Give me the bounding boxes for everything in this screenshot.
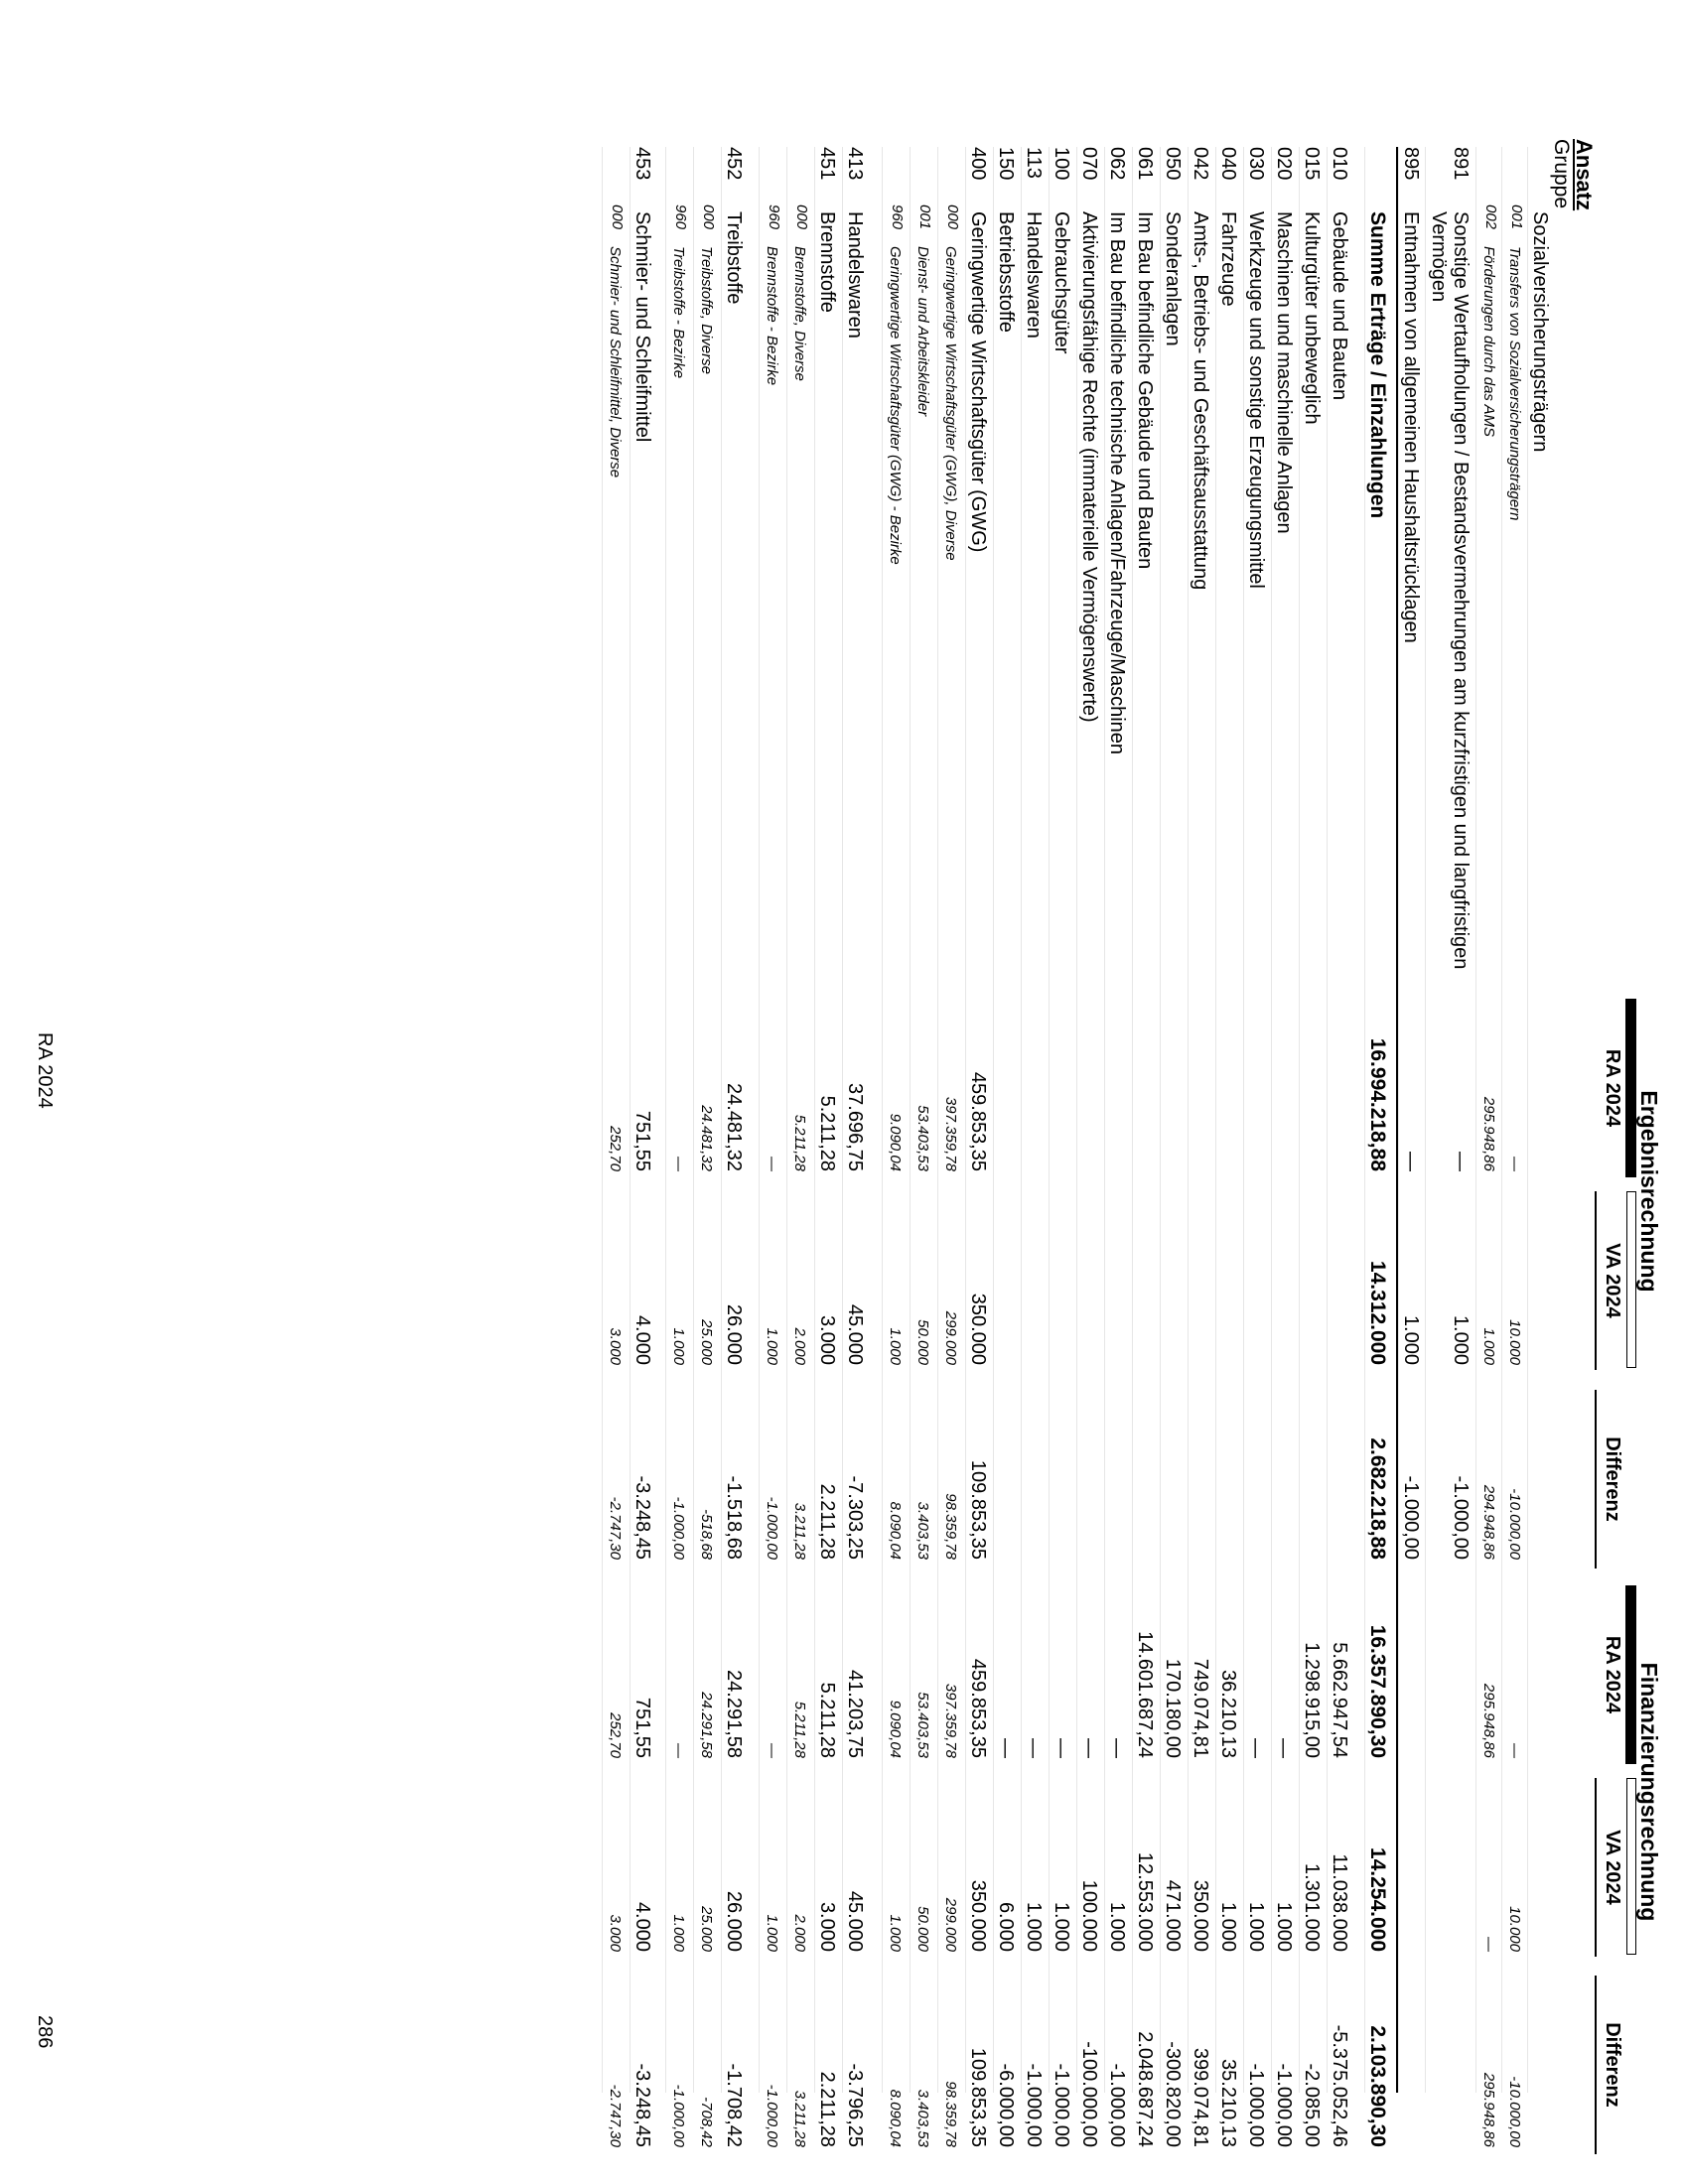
ra-bar-finanz <box>1625 1585 1636 1764</box>
row-code: 960 <box>889 205 906 230</box>
row-label: Transfers von Sozialversicherungsträgern <box>1506 246 1523 521</box>
row-value-col-3: — <box>1078 1738 1100 1758</box>
row-divider <box>786 147 787 2093</box>
row-label: Gebäude und Bauten <box>1329 211 1350 401</box>
row-label: Treibstoffe - Bezirke <box>670 246 687 379</box>
row-value-col-4: 100.000 <box>1078 1879 1100 1952</box>
row-value-col-1: 299.000 <box>942 1310 959 1365</box>
row-value-col-2: 2.211,28 <box>816 1483 838 1560</box>
row-code: 413 <box>844 147 866 181</box>
row-value-col-3: — <box>764 1743 780 1758</box>
row-value-col-3: — <box>1245 1738 1267 1758</box>
row-value-col-5: -1.000,00 <box>670 2084 687 2147</box>
header-ansatz: Ansatz <box>1572 139 1597 211</box>
row-value-col-1: 2.000 <box>791 1327 808 1365</box>
section-finanzierungsrechnung: Finanzierungsrechnung <box>1636 1662 1662 1922</box>
row-value-col-2: -1.518,68 <box>723 1475 745 1560</box>
row-value-col-5: 2.048.687,24 <box>1134 2031 1156 2147</box>
row-value-col-0: — <box>1506 1157 1523 1171</box>
row-label: Geringwertige Wirtschaftsgüter (GWG), Diverse <box>942 246 959 561</box>
row-value-col-1: 1.000 <box>1450 1314 1472 1365</box>
row-value-col-4: 1.000 <box>1106 1901 1128 1952</box>
row-value-col-0: 5.211,28 <box>791 1114 808 1171</box>
row-value-col-4: 26.000 <box>723 1890 745 1952</box>
row-value-col-3: 41.203,75 <box>844 1670 866 1758</box>
row-value-col-4: 6.000 <box>995 1901 1017 1952</box>
row-label: Werkzeuge und sonstige Erzeugungsmittel <box>1245 211 1267 589</box>
row-value-col-0: 5.211,28 <box>816 1095 838 1171</box>
row-value-col-5: -3.248,45 <box>632 2063 653 2147</box>
row-label: Förderungen durch das AMS <box>1480 246 1497 438</box>
row-code: 002 <box>1482 205 1499 230</box>
row-value-col-3: — <box>1051 1738 1072 1758</box>
row-value-col-3: — <box>1106 1738 1128 1758</box>
row-label: Gebrauchsgüter <box>1051 211 1072 354</box>
row-value-col-4: 25.000 <box>698 1906 715 1952</box>
col-diff-finanz: Differenz <box>1602 2022 1623 2108</box>
header-gruppe: Gruppe <box>1550 139 1573 209</box>
row-code: 042 <box>1190 147 1211 181</box>
row-value-col-3: 5.211,28 <box>791 1701 808 1758</box>
row-value-col-1: 1.000 <box>1480 1327 1497 1365</box>
row-value-col-5: 2.103.890,30 <box>1366 2025 1389 2147</box>
row-value-col-1: 4.000 <box>632 1314 653 1365</box>
row-value-col-3: — <box>1273 1738 1295 1758</box>
row-code: 001 <box>916 205 933 230</box>
row-value-col-3: 9.090,04 <box>887 1700 904 1758</box>
row-divider <box>1188 147 1189 2093</box>
row-divider <box>1527 147 1528 2093</box>
row-value-col-3: 53.403,53 <box>914 1692 931 1758</box>
row-value-col-2: -2.747,30 <box>607 1496 624 1560</box>
row-divider <box>1271 147 1272 2093</box>
row-label: Dienst- und Arbeitskleider <box>914 246 931 417</box>
row-value-col-5: -1.708,42 <box>723 2063 745 2147</box>
row-value-col-5: -3.796,25 <box>844 2063 866 2147</box>
row-value-col-5: -1.000,00 <box>1273 2063 1295 2147</box>
row-value-col-5: 2.211,28 <box>816 2071 838 2147</box>
row-divider <box>759 147 760 2093</box>
row-value-col-5: 399.074,81 <box>1190 2047 1211 2147</box>
row-value-col-1: 3.000 <box>607 1327 624 1365</box>
row-label: Handelswaren <box>844 211 866 339</box>
row-code: 015 <box>1301 147 1323 181</box>
row-divider <box>1132 147 1133 2093</box>
row-label: Sozialversicherungsträgern <box>1529 211 1551 453</box>
row-value-col-0: 37.696,75 <box>844 1083 866 1171</box>
diff-underline-finanz <box>1595 1976 1597 2154</box>
row-value-col-1: 1.000 <box>764 1327 780 1365</box>
row-divider <box>1398 147 1399 2093</box>
row-value-col-5: 109.853,35 <box>967 2047 989 2147</box>
row-value-col-1: 45.000 <box>844 1303 866 1365</box>
row-code: 020 <box>1273 147 1295 181</box>
row-label: Brennstoffe, Diverse <box>791 246 808 381</box>
row-value-col-0: — <box>670 1157 687 1171</box>
row-value-col-4: 12.553.000 <box>1134 1851 1156 1952</box>
row-value-col-5: -300.820,00 <box>1162 2041 1184 2147</box>
row-value-col-1: 26.000 <box>723 1303 745 1365</box>
row-value-col-3: 24.291,58 <box>698 1692 715 1758</box>
row-value-col-5: 3.403,53 <box>914 2089 931 2147</box>
row-value-col-3: 36.210,13 <box>1217 1670 1239 1758</box>
row-value-col-4: 45.000 <box>844 1890 866 1952</box>
row-value-col-5: -2.085,00 <box>1301 2063 1323 2147</box>
row-divider <box>693 147 694 2093</box>
row-value-col-1: 1.000 <box>670 1327 687 1365</box>
row-value-col-3: 397.359,78 <box>942 1683 959 1758</box>
row-value-col-3: — <box>995 1738 1017 1758</box>
row-value-col-4: 1.000 <box>1217 1901 1239 1952</box>
row-value-col-4: 11.038.000 <box>1329 1853 1350 1952</box>
row-divider <box>882 147 883 2093</box>
row-value-col-4: 3.000 <box>607 1914 624 1952</box>
row-label: Handelswaren <box>1023 211 1045 339</box>
row-value-col-4: 471.000 <box>1162 1879 1184 1952</box>
row-code: 010 <box>1329 147 1350 181</box>
row-value-col-3: 5.662.947,54 <box>1329 1642 1350 1758</box>
row-divider <box>937 147 938 2093</box>
row-label: Brennstoffe - Bezirke <box>764 246 780 386</box>
row-code: 061 <box>1134 147 1156 181</box>
row-value-col-3: 252,70 <box>607 1712 624 1758</box>
sum-divider <box>1396 147 1398 2093</box>
row-value-col-0: 9.090,04 <box>887 1113 904 1171</box>
row-value-col-3: 295.948,86 <box>1480 1683 1497 1758</box>
row-divider <box>1215 147 1216 2093</box>
row-label: Im Bau befindliche technische Anlagen/Fahrzeuge/Maschinen <box>1106 211 1128 755</box>
row-code: 062 <box>1106 147 1128 181</box>
row-code: 453 <box>632 147 653 181</box>
va-bar-ergebnis <box>1626 1191 1636 1368</box>
row-value-col-0: 397.359,78 <box>942 1096 959 1171</box>
row-label: Amts-, Betriebs- und Geschäftsausstattung <box>1190 211 1211 591</box>
row-label: Schmier- und Schleifmittel, Diverse <box>607 246 624 478</box>
row-value-col-0: — <box>1400 1152 1422 1171</box>
row-value-col-5: -1.000,00 <box>764 2084 780 2147</box>
row-value-col-0: 459.853,35 <box>967 1071 989 1171</box>
row-value-col-1: 1.000 <box>887 1327 904 1365</box>
row-value-col-1: 10.000 <box>1506 1319 1523 1365</box>
row-value-col-4: 14.254.000 <box>1366 1846 1389 1952</box>
row-value-col-1: 14.312.000 <box>1366 1260 1389 1365</box>
row-value-col-5: -6.000,00 <box>995 2063 1017 2147</box>
row-label: Kulturgüter unbeweglich <box>1301 211 1323 425</box>
row-value-col-4: 350.000 <box>1190 1879 1211 1952</box>
row-value-col-5: -100.000,00 <box>1078 2041 1100 2147</box>
row-value-col-4: 1.000 <box>670 1914 687 1952</box>
row-value-col-4: 3.000 <box>816 1901 838 1952</box>
page-number: 286 <box>34 2015 56 2049</box>
row-label: Summe Erträge / Einzahlungen <box>1366 211 1389 519</box>
va-bar-finanz <box>1626 1778 1636 1955</box>
row-value-col-5: -10.000,00 <box>1506 2076 1523 2147</box>
row-label: Im Bau befindliche Gebäude und Bauten <box>1134 211 1156 570</box>
row-label: Aktivierungsfähige Rechte (immaterielle Vermögenswerte) <box>1078 211 1100 723</box>
row-divider <box>814 147 815 2093</box>
row-value-col-3: 5.211,28 <box>816 1682 838 1758</box>
row-value-col-1: 25.000 <box>698 1319 715 1365</box>
row-value-col-4: 2.000 <box>791 1914 808 1952</box>
row-value-col-3: — <box>670 1743 687 1758</box>
row-value-col-2: 2.682.218,88 <box>1366 1437 1389 1560</box>
row-divider <box>993 147 994 2093</box>
row-value-col-2: 98.359,78 <box>942 1493 959 1560</box>
row-value-col-2: 8.090,04 <box>887 1501 904 1560</box>
row-value-col-2: -1.000,00 <box>670 1496 687 1560</box>
row-value-col-4: 4.000 <box>632 1901 653 1952</box>
row-value-col-3: — <box>1023 1738 1045 1758</box>
section-ergebnisrechnung: Ergebnisrechnung <box>1636 1090 1662 1293</box>
row-value-col-4: — <box>1480 1937 1497 1952</box>
row-label: Geringwertige Wirtschaftsgüter (GWG) - Bezirke <box>887 246 904 565</box>
row-code: 451 <box>816 147 838 181</box>
row-divider <box>665 147 666 2093</box>
row-code: 000 <box>944 205 961 230</box>
row-value-col-4: 1.000 <box>1273 1901 1295 1952</box>
row-value-col-5: 35.210,13 <box>1217 2059 1239 2147</box>
row-value-col-3: — <box>1506 1743 1523 1758</box>
row-label: Entnahmen von allgemeinen Haushaltsrücklagen <box>1400 211 1422 643</box>
row-divider <box>602 147 603 2093</box>
row-value-col-1: 3.000 <box>816 1314 838 1365</box>
row-code: 000 <box>609 205 626 230</box>
row-value-col-2: -518,68 <box>698 1509 715 1560</box>
row-divider <box>1299 147 1300 2093</box>
row-value-col-4: 350.000 <box>967 1879 989 1952</box>
row-code: 040 <box>1217 147 1239 181</box>
col-ra-finanz: RA 2024 <box>1602 1635 1623 1714</box>
row-divider <box>910 147 911 2093</box>
footer-label: RA 2024 <box>34 1032 56 1109</box>
row-value-col-2: 3.403,53 <box>914 1501 931 1560</box>
row-value-col-5: -1.000,00 <box>1023 2063 1045 2147</box>
row-value-col-4: 1.000 <box>1023 1901 1045 1952</box>
row-divider <box>630 147 631 2093</box>
row-value-col-3: 14.601.687,24 <box>1134 1631 1156 1758</box>
row-value-col-4: 50.000 <box>914 1906 931 1952</box>
row-code: 070 <box>1078 147 1100 181</box>
row-value-col-5: 295.948,86 <box>1480 2072 1497 2147</box>
row-divider <box>1160 147 1161 2093</box>
row-divider <box>965 147 966 2093</box>
row-value-col-5: -2.747,30 <box>607 2084 624 2147</box>
row-value-col-3: 751,55 <box>632 1697 653 1758</box>
row-value-col-0: 16.994.218,88 <box>1366 1037 1389 1171</box>
row-value-col-0: 295.948,86 <box>1480 1096 1497 1171</box>
row-value-col-4: 1.000 <box>1245 1901 1267 1952</box>
row-code: 100 <box>1051 147 1072 181</box>
row-divider <box>1076 147 1077 2093</box>
va-underline-ergebnis <box>1595 1191 1597 1370</box>
row-value-col-0: — <box>764 1157 780 1171</box>
row-value-col-2: -10.000,00 <box>1506 1488 1523 1560</box>
col-va-finanz: VA 2024 <box>1602 1830 1623 1905</box>
row-value-col-2: -7.303,25 <box>844 1475 866 1560</box>
row-value-col-5: -5.375.052,46 <box>1329 2024 1350 2147</box>
row-divider <box>842 147 843 2093</box>
row-value-col-0: — <box>1450 1152 1472 1171</box>
va-underline-finanz <box>1595 1778 1597 1957</box>
row-label: Sonderanlagen <box>1162 211 1184 346</box>
row-code: 113 <box>1023 147 1045 179</box>
row-value-col-2: -3.248,45 <box>632 1475 653 1560</box>
row-value-col-3: 1.298.915,00 <box>1301 1642 1323 1758</box>
diff-underline-ergebnis <box>1595 1390 1597 1569</box>
row-value-col-3: 16.357.890,30 <box>1366 1624 1389 1758</box>
row-value-col-4: 10.000 <box>1506 1906 1523 1952</box>
row-divider <box>1104 147 1105 2093</box>
row-value-col-0: 24.481,32 <box>698 1105 715 1171</box>
row-value-col-1: 50.000 <box>914 1319 931 1365</box>
row-label: Sonstige Wertaufholungen / Bestandsvermehrungen am kurzfristigen und langfristigen Vermögen <box>1428 211 1472 970</box>
col-ra-ergebnis: RA 2024 <box>1602 1048 1623 1128</box>
row-code: 000 <box>700 205 717 230</box>
row-value-col-5: 98.359,78 <box>942 2081 959 2147</box>
row-value-col-0: 24.481,32 <box>723 1083 745 1171</box>
row-divider <box>1501 147 1502 2093</box>
row-value-col-1: 350.000 <box>967 1293 989 1365</box>
row-value-col-0: 751,55 <box>632 1110 653 1171</box>
row-value-col-3: 749.074,81 <box>1190 1658 1211 1758</box>
row-code: 960 <box>766 205 782 230</box>
row-value-col-2: 3.211,28 <box>791 1502 808 1560</box>
row-divider <box>1327 147 1328 2093</box>
col-va-ergebnis: VA 2024 <box>1602 1243 1623 1318</box>
row-value-col-0: 252,70 <box>607 1126 624 1171</box>
row-code: 050 <box>1162 147 1184 181</box>
row-value-col-2: -1.000,00 <box>1450 1475 1472 1560</box>
row-value-col-2: -1.000,00 <box>764 1496 780 1560</box>
row-value-col-5: 8.090,04 <box>887 2089 904 2147</box>
row-label: Geringwertige Wirtschaftsgüter (GWG) <box>967 211 989 553</box>
row-value-col-1: 1.000 <box>1400 1314 1422 1365</box>
row-label: Schmier- und Schleifmittel <box>632 211 653 443</box>
row-value-col-5: 3.211,28 <box>791 2090 808 2147</box>
row-value-col-0: 53.403,53 <box>914 1105 931 1171</box>
row-divider <box>1243 147 1244 2093</box>
row-label: Treibstoffe <box>723 211 745 305</box>
row-value-col-5: -1.000,00 <box>1245 2063 1267 2147</box>
row-divider <box>1425 147 1426 2093</box>
row-value-col-2: -1.000,00 <box>1400 1475 1422 1560</box>
row-value-col-2: 294.948,86 <box>1480 1484 1497 1560</box>
row-label: Maschinen und maschinelle Anlagen <box>1273 211 1295 534</box>
row-code: 000 <box>793 205 810 230</box>
row-code: 001 <box>1508 205 1525 230</box>
row-code: 960 <box>672 205 689 230</box>
ra-bar-ergebnis <box>1625 999 1636 1177</box>
row-code: 891 <box>1450 147 1472 181</box>
row-divider <box>1364 147 1365 2093</box>
row-value-col-3: 459.853,35 <box>967 1658 989 1758</box>
row-value-col-4: 1.000 <box>1051 1901 1072 1952</box>
row-divider <box>1049 147 1050 2093</box>
row-label: Fahrzeuge <box>1217 211 1239 307</box>
row-value-col-2: 109.853,35 <box>967 1459 989 1560</box>
row-divider <box>1475 147 1476 2093</box>
col-diff-ergebnis: Differenz <box>1602 1436 1623 1522</box>
row-value-col-4: 1.000 <box>887 1914 904 1952</box>
row-code: 400 <box>967 147 989 181</box>
row-value-col-4: 1.000 <box>764 1914 780 1952</box>
row-value-col-3: 24.291,58 <box>723 1670 745 1758</box>
row-divider <box>721 147 722 2093</box>
row-value-col-5: -1.000,00 <box>1051 2063 1072 2147</box>
row-value-col-5: -1.000,00 <box>1106 2063 1128 2147</box>
row-code: 895 <box>1400 147 1422 181</box>
row-code: 030 <box>1245 147 1267 181</box>
row-code: 452 <box>723 147 745 181</box>
row-divider <box>1021 147 1022 2093</box>
row-value-col-5: -708,42 <box>698 2097 715 2147</box>
row-value-col-4: 1.301.000 <box>1301 1863 1323 1952</box>
row-label: Treibstoffe, Diverse <box>698 246 715 374</box>
row-label: Betriebsstoffe <box>995 211 1017 333</box>
row-value-col-4: 299.000 <box>942 1897 959 1952</box>
row-label: Brennstoffe <box>816 211 838 313</box>
row-code: 150 <box>995 147 1017 181</box>
row-value-col-3: 170.180,00 <box>1162 1658 1184 1758</box>
